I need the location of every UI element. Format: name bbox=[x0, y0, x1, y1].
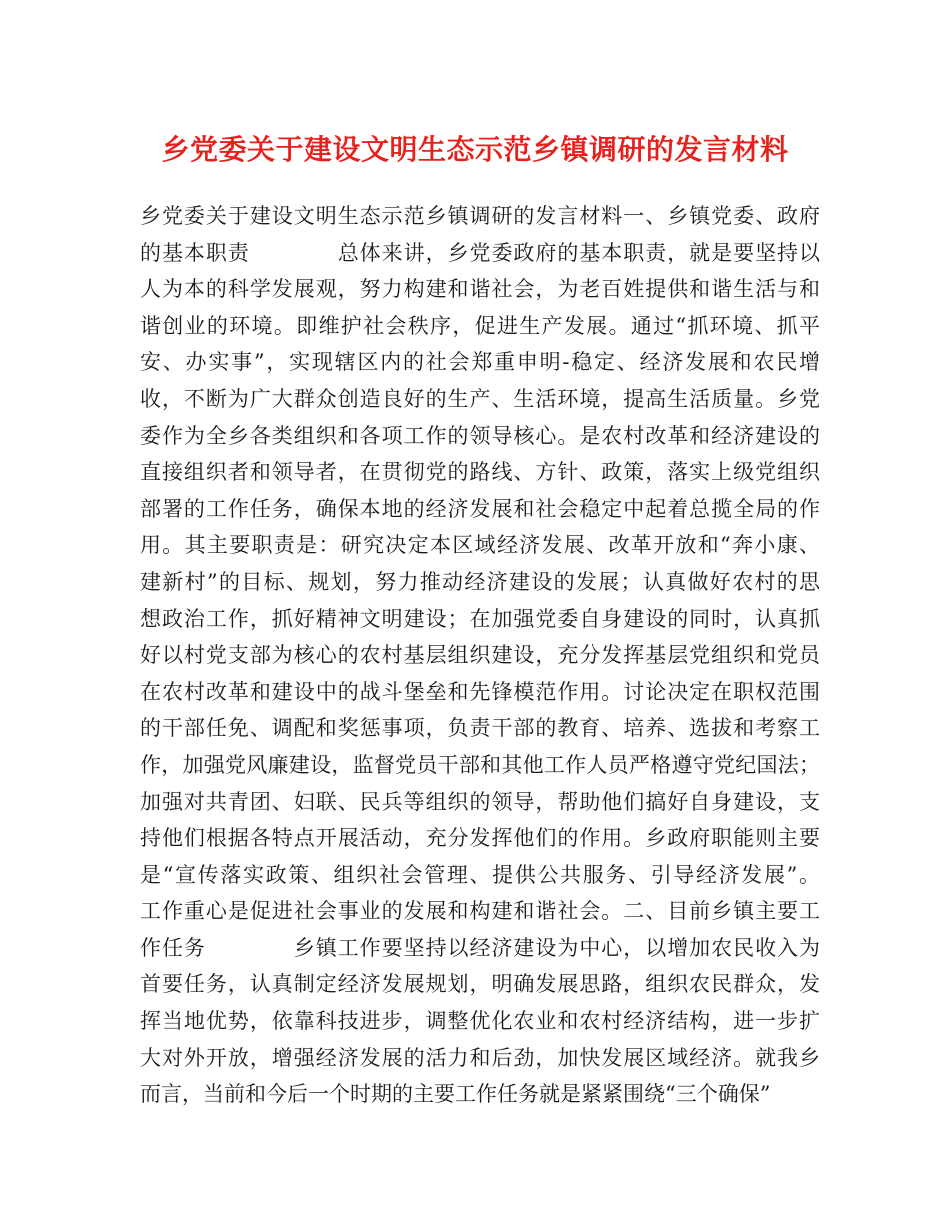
body-line: 作，加强党风廉建设，监督党员干部和其他工作人员严格遵守党纪国法； bbox=[140, 752, 820, 777]
document-title: 乡党委关于建设文明生态示范乡镇调研的发言材料 bbox=[161, 133, 789, 166]
body-line: 工作重心是促进社会事业的发展和构建和谐社会。二、目前乡镇主要工 bbox=[140, 899, 820, 924]
body-line: 的基本职责 总体来讲，乡党委政府的基本职责，就是要坚持以 bbox=[140, 240, 820, 265]
body-line: 想政治工作，抓好精神文明建设；在加强党委自身建设的同时，认真抓 bbox=[140, 606, 820, 631]
document-body bbox=[140, 198, 820, 1113]
body-line: 在农村改革和建设中的战斗堡垒和先锋模范作用。讨论决定在职权范围 bbox=[140, 679, 820, 704]
body-line: 首要任务，认真制定经济发展规划，明确发展思路，组织农民群众，发 bbox=[140, 972, 820, 997]
body-line: 乡党委关于建设文明生态示范乡镇调研的发言材料一、乡镇党委、政府 bbox=[140, 204, 820, 228]
body-line: 的干部任免、调配和奖惩事项，负责干部的教育、培养、选拔和考察工 bbox=[140, 716, 820, 741]
body-line: 建新村”的目标、规划，努力推动经济建设的发展；认真做好农村的思 bbox=[140, 569, 820, 594]
body-line: 谐创业的环境。即维护社会秩序，促进生产发展。通过“抓环境、抓平 bbox=[140, 313, 820, 338]
body-line: 收，不断为广大群众创造良好的生产、生活环境，提高生活质量。乡党 bbox=[140, 386, 820, 411]
body-line: 持他们根据各特点开展活动，充分发挥他们的作用。乡政府职能则主要 bbox=[140, 826, 820, 851]
body-line: 挥当地优势，依靠科技进步，调整优化农业和农村经济结构，进一步扩 bbox=[140, 1009, 820, 1034]
body-line: 作任务 乡镇工作要坚持以经济建设为中心，以增加农民收入为 bbox=[140, 935, 820, 960]
body-line: 是“宣传落实政策、组织社会管理、提供公共服务、引导经济发展”。 bbox=[140, 862, 820, 887]
body-line: 直接组织者和领导者，在贯彻党的路线、方针、政策，落实上级党组织 bbox=[140, 460, 820, 485]
body-line: 加强对共青团、妇联、民兵等组织的领导，帮助他们搞好自身建设，支 bbox=[140, 789, 820, 814]
body-line: 用。其主要职责是：研究决定本区域经济发展、改革开放和“奔小康、 bbox=[140, 533, 820, 558]
body-line: 安、办实事”，实现辖区内的社会郑重申明-稳定、经济发展和农民增 bbox=[140, 350, 820, 375]
body-line: 人为本的科学发展观，努力构建和谐社会，为老百姓提供和谐生活与和 bbox=[140, 277, 820, 302]
body-line: 好以村党支部为核心的农村基层组织建设，充分发挥基层党组织和党员 bbox=[140, 643, 820, 668]
body-line: 委作为全乡各类组织和各项工作的领导核心。是农村改革和经济建设的 bbox=[140, 423, 820, 448]
body-line: 大对外开放，增强经济发展的活力和后劲，加快发展区域经济。就我乡 bbox=[140, 1045, 820, 1070]
body-line: 部署的工作任务，确保本地的经济发展和社会稳定中起着总揽全局的作 bbox=[140, 496, 820, 521]
body-line: 而言，当前和今后一个时期的主要工作任务就是紧紧围绕“三个确保” bbox=[140, 1082, 771, 1107]
